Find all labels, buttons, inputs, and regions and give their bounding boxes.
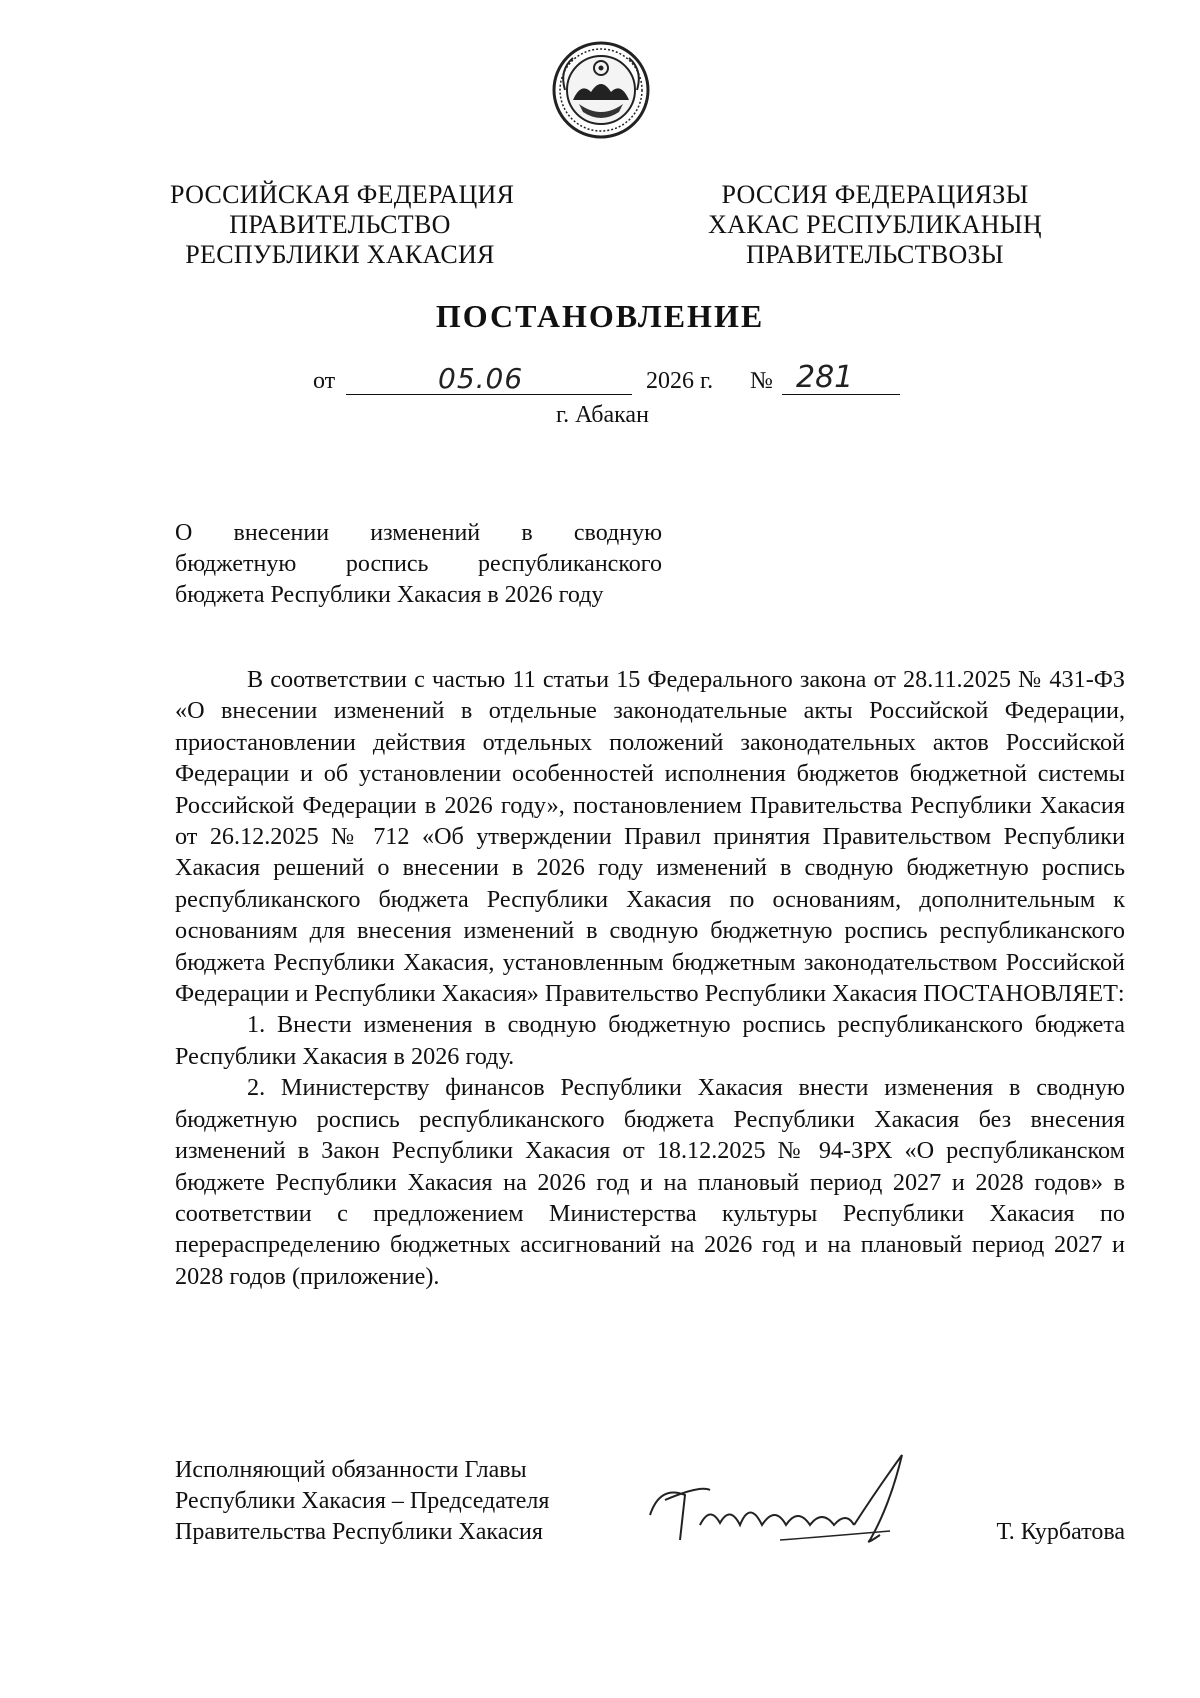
document-type-title: ПОСТАНОВЛЕНИЕ [435, 298, 765, 334]
number-prefix: № [750, 368, 773, 394]
subject-line: бюджетную роспись республиканского [175, 551, 662, 577]
header-line: РЕСПУБЛИКИ ХАКАСИЯ [185, 240, 495, 269]
coat-of-arms-icon [551, 40, 651, 140]
signatory-name: Т. Курбатова [996, 1519, 1125, 1545]
header-line: РОССИЯ ФЕДЕРАЦИЯЗЫ [721, 180, 1029, 209]
body-paragraph-item-2: 2. Министерству финансов Республики Хакасия внести изменения в сводную бюджетную роспись республиканского бюджета Республики Хакасия без внесения изменений в Закон Республики Хакасия от 18.12.2025 № 94-ЗРХ «О республиканском бюджете Республики Хакасия на 2026 год и на плановый период 2027 и 2028 годов» в соответствии с предложением Министерства культуры Республики Хакасия по перераспределению бюджетных ассигнований на 2026 год и на плановый период 2027 и 2028 годов (приложение). [175, 1074, 1125, 1290]
body-paragraph-item-1: 1. Внести изменения в сводную бюджетную роспись республиканского бюджета Республики Хакасия в 2026 году. [175, 1011, 1125, 1070]
subject-line: бюджета Республики Хакасия в 2026 году [175, 582, 604, 608]
city: г. Абакан [556, 402, 649, 428]
position-line: Правительства Республики Хакасия [175, 1519, 543, 1545]
signatory-position [175, 1455, 549, 1548]
header-line: ПРАВИТЕЛЬСТВО [229, 210, 451, 239]
subject-line: О внесении изменений в сводную [175, 520, 662, 546]
header-russian [170, 180, 515, 270]
date-year: 2026 г. [646, 368, 714, 394]
handwritten-number: 281 [796, 360, 854, 395]
position-line: Республики Хакасия – Председателя [175, 1488, 550, 1514]
handwritten-date: 05.06 [438, 362, 524, 395]
date-prefix: от [313, 368, 336, 394]
header-line: ПРАВИТЕЛЬСТВОЗЫ [746, 240, 1004, 269]
signature-block [175, 1455, 1125, 1575]
body-paragraph-preamble: В соответствии с частью 11 статьи 15 Федерального закона от 28.11.2025 № 431-ФЗ «О внесении изменений в отдельные законодательные акты Российской Федерации, приостановлении действия отдельных положений законодательных актов Российской Федерации и об установлении особенностей исполнения бюджетов бюджетной системы Российской Федерации в 2026 году», постановлением Правительства Республики Хакасия от 26.12.2025 № 712 «Об утверждении Правил принятия Правительством Республики Хакасия решений о внесении в 2026 году изменений в сводную бюджетную роспись республиканского бюджета Республики Хакасия по основаниям, дополнительным к основаниям для внесения изменений в сводную бюджетную роспись республиканского бюджета Республики Хакасия, установленным бюджетным законодательством Российской Федерации и Республики Хакасия» Правительство Республики Хакасия ПОСТАНОВЛЯЕТ: [175, 666, 1125, 1008]
handwritten-signature [640, 1445, 920, 1555]
document-body [175, 664, 1125, 1292]
date-number-line [0, 360, 1200, 402]
document-subject [175, 518, 662, 611]
header-line: ХАКАС РЕСПУБЛИКАНЫҢ [708, 210, 1042, 239]
position-line: Исполняющий обязанности Главы [175, 1457, 527, 1483]
header-khakas [705, 180, 1045, 270]
header-line: РОССИЙСКАЯ ФЕДЕРАЦИЯ [170, 180, 515, 209]
